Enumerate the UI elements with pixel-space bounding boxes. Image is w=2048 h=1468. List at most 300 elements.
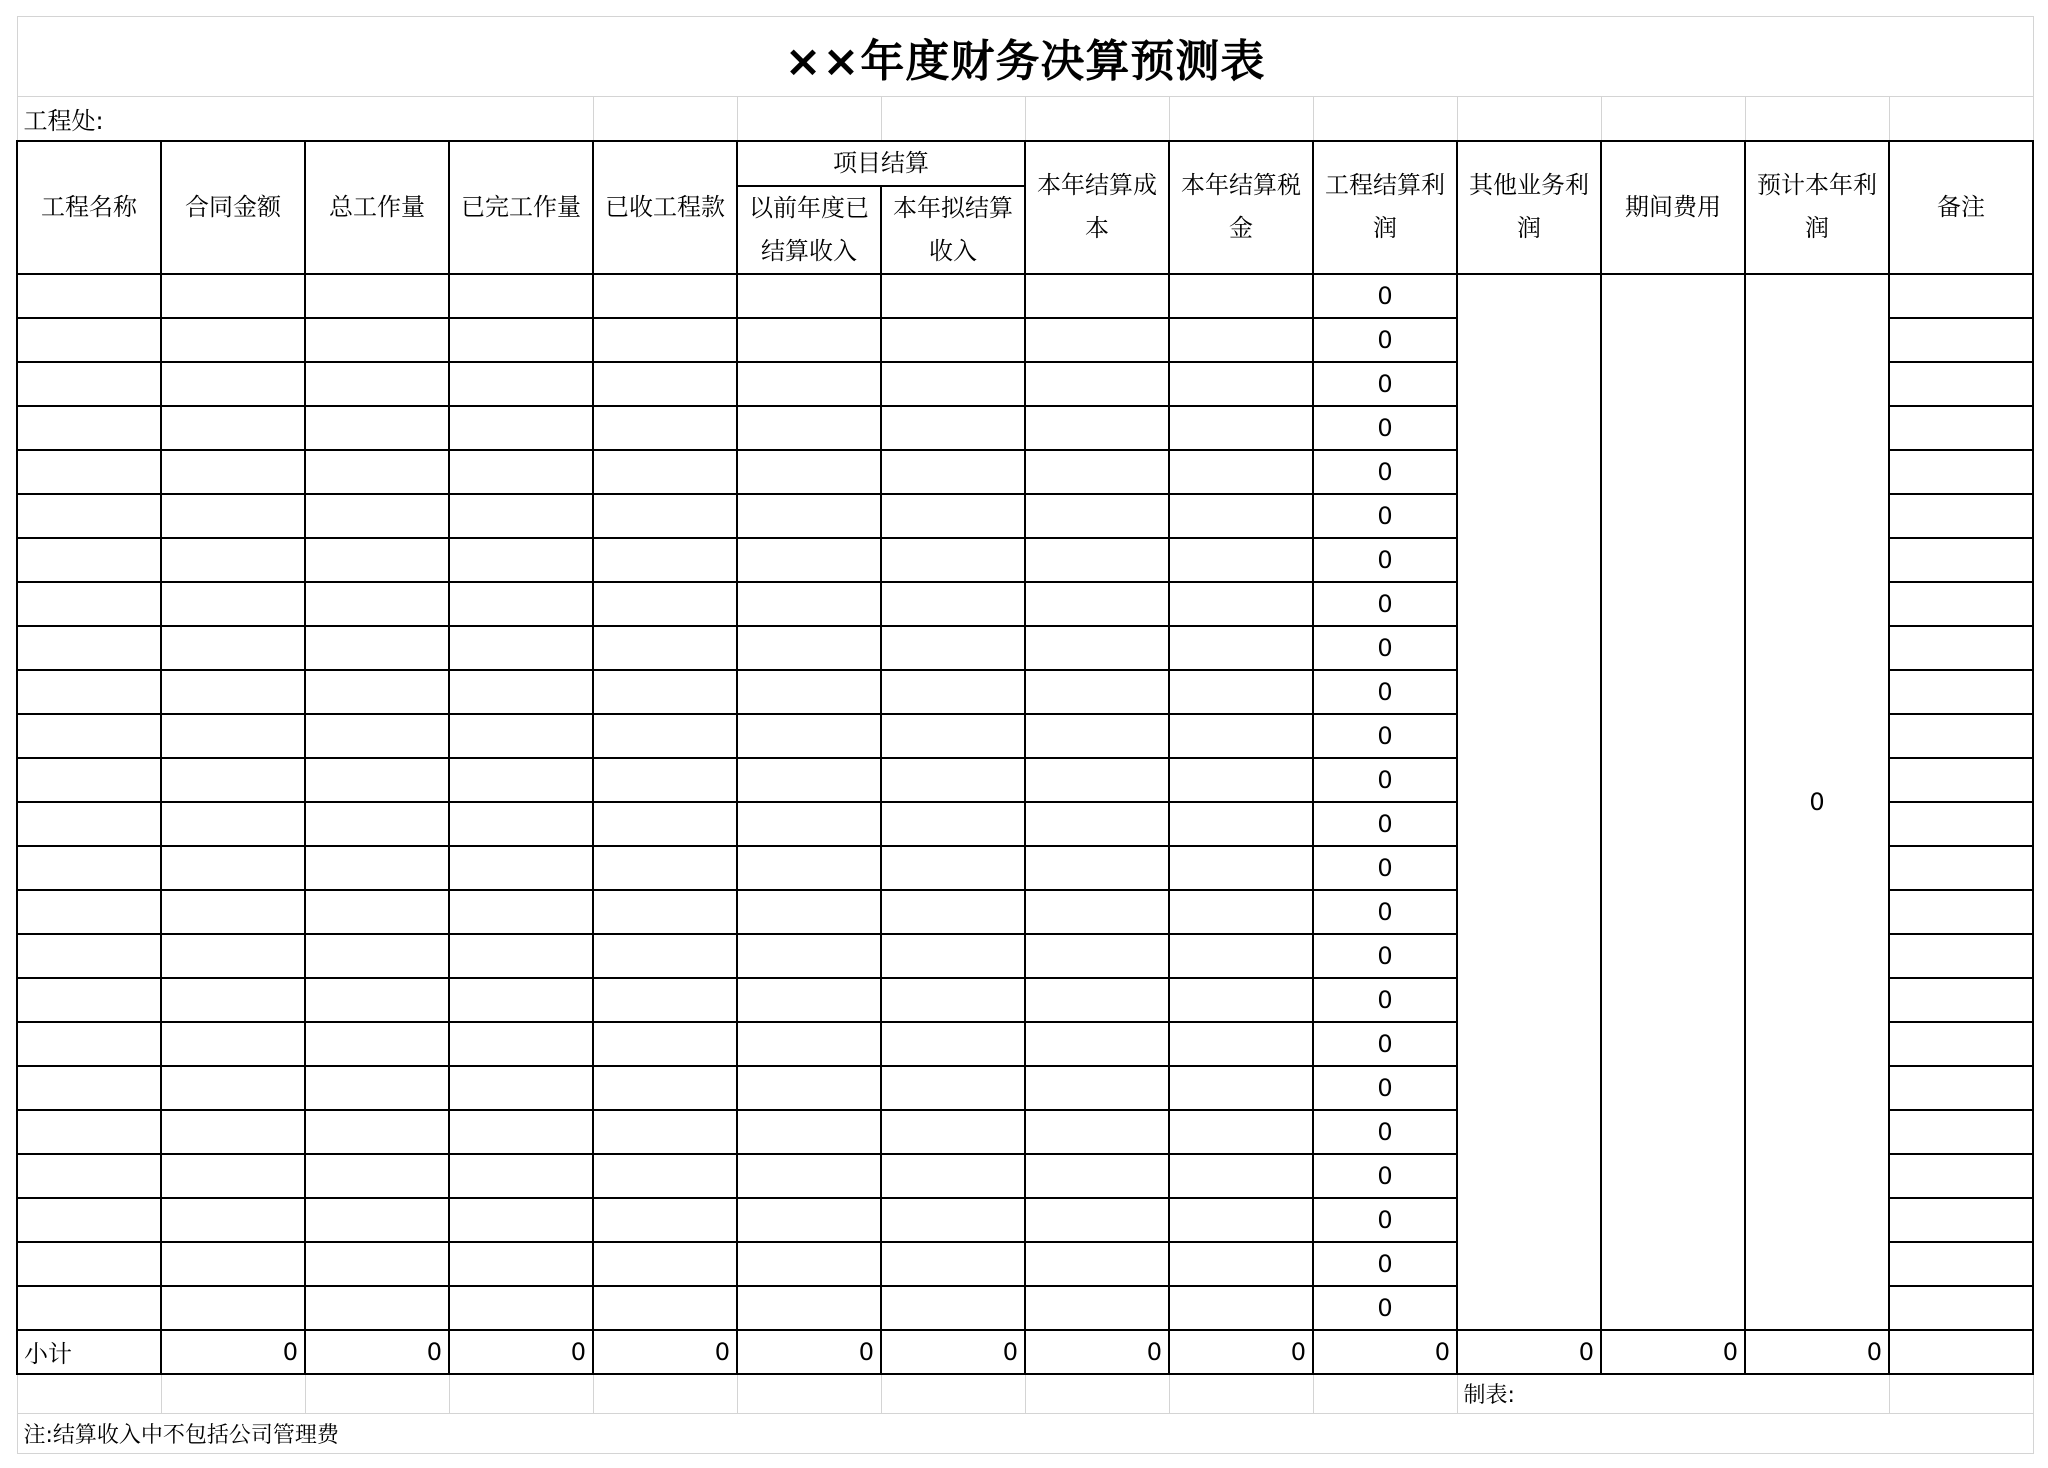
data-cell[interactable]	[17, 582, 161, 626]
data-cell[interactable]	[305, 1066, 449, 1110]
estimated-profit-cell[interactable]: 0	[1745, 274, 1889, 1330]
data-cell[interactable]	[161, 274, 305, 318]
data-cell[interactable]	[161, 670, 305, 714]
data-cell[interactable]	[881, 450, 1025, 494]
grid-cell[interactable]	[17, 1374, 161, 1414]
data-cell[interactable]	[17, 934, 161, 978]
data-cell[interactable]	[881, 538, 1025, 582]
data-cell[interactable]	[1025, 1286, 1169, 1330]
data-cell[interactable]	[593, 450, 737, 494]
data-cell[interactable]	[1025, 362, 1169, 406]
data-cell[interactable]	[881, 274, 1025, 318]
data-cell[interactable]	[305, 362, 449, 406]
data-cell[interactable]	[161, 934, 305, 978]
data-cell[interactable]	[449, 406, 593, 450]
settlement-profit-cell[interactable]: 0	[1313, 890, 1457, 934]
grid-cell[interactable]	[1025, 1374, 1169, 1414]
settlement-profit-cell[interactable]: 0	[1313, 802, 1457, 846]
grid-cell[interactable]	[1601, 97, 1745, 141]
data-cell[interactable]	[1169, 626, 1313, 670]
remarks-cell[interactable]	[1889, 934, 2033, 978]
data-cell[interactable]	[161, 1286, 305, 1330]
data-cell[interactable]	[1025, 978, 1169, 1022]
data-cell[interactable]	[737, 1154, 881, 1198]
data-cell[interactable]	[1169, 538, 1313, 582]
data-cell[interactable]	[1169, 978, 1313, 1022]
data-cell[interactable]	[449, 1066, 593, 1110]
data-cell[interactable]	[737, 758, 881, 802]
data-cell[interactable]	[449, 274, 593, 318]
data-cell[interactable]	[1169, 1242, 1313, 1286]
grid-cell[interactable]	[881, 97, 1025, 141]
data-cell[interactable]	[593, 1066, 737, 1110]
data-cell[interactable]	[593, 626, 737, 670]
settlement-profit-cell[interactable]: 0	[1313, 1154, 1457, 1198]
data-cell[interactable]	[17, 1154, 161, 1198]
data-cell[interactable]	[737, 626, 881, 670]
data-cell[interactable]	[881, 406, 1025, 450]
data-cell[interactable]	[1169, 1110, 1313, 1154]
data-cell[interactable]	[737, 802, 881, 846]
data-cell[interactable]	[737, 274, 881, 318]
remarks-cell[interactable]	[1889, 274, 2033, 318]
settlement-profit-cell[interactable]: 0	[1313, 582, 1457, 626]
data-cell[interactable]	[881, 714, 1025, 758]
data-cell[interactable]	[593, 978, 737, 1022]
grid-cell[interactable]	[1745, 97, 1889, 141]
data-cell[interactable]	[17, 362, 161, 406]
grid-cell[interactable]	[1169, 97, 1313, 141]
data-cell[interactable]	[305, 274, 449, 318]
data-cell[interactable]	[737, 1022, 881, 1066]
data-cell[interactable]	[305, 1286, 449, 1330]
data-cell[interactable]	[737, 362, 881, 406]
data-cell[interactable]	[593, 582, 737, 626]
data-cell[interactable]	[17, 626, 161, 670]
settlement-profit-cell[interactable]: 0	[1313, 450, 1457, 494]
data-cell[interactable]	[881, 1066, 1025, 1110]
data-cell[interactable]	[593, 362, 737, 406]
data-cell[interactable]	[17, 846, 161, 890]
data-cell[interactable]	[737, 450, 881, 494]
settlement-profit-cell[interactable]: 0	[1313, 318, 1457, 362]
data-cell[interactable]	[737, 846, 881, 890]
settlement-profit-cell[interactable]: 0	[1313, 934, 1457, 978]
data-cell[interactable]	[737, 582, 881, 626]
settlement-profit-cell[interactable]: 0	[1313, 1286, 1457, 1330]
remarks-cell[interactable]	[1889, 1286, 2033, 1330]
data-cell[interactable]	[17, 1286, 161, 1330]
remarks-cell[interactable]	[1889, 714, 2033, 758]
data-cell[interactable]	[1169, 274, 1313, 318]
data-cell[interactable]	[881, 802, 1025, 846]
data-cell[interactable]	[449, 626, 593, 670]
data-cell[interactable]	[449, 362, 593, 406]
data-cell[interactable]	[305, 450, 449, 494]
data-cell[interactable]	[305, 1110, 449, 1154]
data-cell[interactable]	[161, 626, 305, 670]
data-cell[interactable]	[737, 934, 881, 978]
data-cell[interactable]	[449, 494, 593, 538]
data-cell[interactable]	[1025, 1198, 1169, 1242]
table-row	[17, 274, 2033, 318]
settlement-profit-cell[interactable]: 0	[1313, 978, 1457, 1022]
data-cell[interactable]	[449, 450, 593, 494]
data-cell[interactable]	[305, 670, 449, 714]
data-cell[interactable]	[305, 846, 449, 890]
data-cell[interactable]	[305, 1022, 449, 1066]
subtotal-value: 0	[1169, 1330, 1313, 1374]
data-cell[interactable]	[1169, 714, 1313, 758]
data-cell[interactable]	[593, 318, 737, 362]
data-cell[interactable]	[1025, 846, 1169, 890]
data-cell[interactable]	[881, 1286, 1025, 1330]
data-cell[interactable]	[161, 538, 305, 582]
data-cell[interactable]	[305, 538, 449, 582]
data-cell[interactable]	[17, 450, 161, 494]
data-cell[interactable]	[305, 494, 449, 538]
data-cell[interactable]	[737, 318, 881, 362]
data-cell[interactable]	[881, 846, 1025, 890]
data-cell[interactable]	[881, 362, 1025, 406]
settlement-profit-cell[interactable]: 0	[1313, 670, 1457, 714]
data-cell[interactable]	[1025, 1022, 1169, 1066]
data-cell[interactable]	[881, 1198, 1025, 1242]
remarks-cell[interactable]	[1889, 1198, 2033, 1242]
data-cell[interactable]	[1025, 494, 1169, 538]
data-cell[interactable]	[1025, 1066, 1169, 1110]
data-cell[interactable]	[449, 1286, 593, 1330]
data-cell[interactable]	[593, 1242, 737, 1286]
data-cell[interactable]	[161, 1242, 305, 1286]
data-cell[interactable]	[17, 1022, 161, 1066]
settlement-profit-cell[interactable]: 0	[1313, 626, 1457, 670]
subtotal-value: 0	[1313, 1330, 1457, 1374]
forecast-sheet	[16, 16, 2034, 1454]
data-cell[interactable]	[161, 450, 305, 494]
grid-cell[interactable]	[1889, 1374, 2033, 1414]
settlement-profit-cell[interactable]: 0	[1313, 406, 1457, 450]
data-cell[interactable]	[1169, 802, 1313, 846]
data-cell[interactable]	[161, 1198, 305, 1242]
data-cell[interactable]	[1169, 450, 1313, 494]
settlement-profit-cell[interactable]: 0	[1313, 1022, 1457, 1066]
data-cell[interactable]	[593, 670, 737, 714]
data-cell[interactable]	[593, 846, 737, 890]
data-cell[interactable]	[737, 890, 881, 934]
data-cell[interactable]	[17, 538, 161, 582]
data-cell[interactable]	[1025, 714, 1169, 758]
data-cell[interactable]	[881, 1022, 1025, 1066]
remarks-cell[interactable]	[1889, 1110, 2033, 1154]
data-cell[interactable]	[1025, 1242, 1169, 1286]
settlement-profit-cell[interactable]: 0	[1313, 758, 1457, 802]
data-cell[interactable]	[161, 1066, 305, 1110]
data-cell[interactable]	[881, 890, 1025, 934]
data-cell[interactable]	[449, 846, 593, 890]
settlement-profit-cell[interactable]: 0	[1313, 274, 1457, 318]
data-cell[interactable]	[737, 538, 881, 582]
data-cell[interactable]	[17, 714, 161, 758]
data-cell[interactable]	[1169, 494, 1313, 538]
remarks-cell[interactable]	[1889, 670, 2033, 714]
subtotal-remarks-cell[interactable]	[1889, 1330, 2033, 1374]
data-cell[interactable]	[737, 1242, 881, 1286]
data-cell[interactable]	[161, 582, 305, 626]
data-cell[interactable]	[1025, 670, 1169, 714]
data-cell[interactable]	[305, 802, 449, 846]
data-cell[interactable]	[881, 1154, 1025, 1198]
data-cell[interactable]	[737, 1110, 881, 1154]
data-cell[interactable]	[1169, 758, 1313, 802]
data-cell[interactable]	[737, 978, 881, 1022]
remarks-cell[interactable]	[1889, 1154, 2033, 1198]
data-cell[interactable]	[449, 1110, 593, 1154]
data-cell[interactable]	[305, 626, 449, 670]
data-cell[interactable]	[449, 1022, 593, 1066]
grid-cell[interactable]	[305, 1374, 449, 1414]
data-cell[interactable]	[449, 670, 593, 714]
data-cell[interactable]	[593, 538, 737, 582]
data-cell[interactable]	[1169, 670, 1313, 714]
data-cell[interactable]	[305, 978, 449, 1022]
data-cell[interactable]	[161, 362, 305, 406]
data-cell[interactable]	[305, 318, 449, 362]
data-cell[interactable]	[593, 714, 737, 758]
remarks-cell[interactable]	[1889, 362, 2033, 406]
data-cell[interactable]	[305, 714, 449, 758]
data-cell[interactable]	[1169, 890, 1313, 934]
remarks-cell[interactable]	[1889, 582, 2033, 626]
data-cell[interactable]	[161, 1154, 305, 1198]
data-cell[interactable]	[881, 978, 1025, 1022]
settlement-profit-cell[interactable]: 0	[1313, 1066, 1457, 1110]
data-cell[interactable]	[305, 934, 449, 978]
data-cell[interactable]	[449, 538, 593, 582]
data-cell[interactable]	[449, 978, 593, 1022]
data-cell[interactable]	[1025, 1110, 1169, 1154]
data-cell[interactable]	[161, 802, 305, 846]
data-cell[interactable]	[1025, 890, 1169, 934]
data-cell[interactable]	[17, 1198, 161, 1242]
data-cell[interactable]	[593, 890, 737, 934]
data-cell[interactable]	[881, 494, 1025, 538]
data-cell[interactable]	[161, 494, 305, 538]
remarks-cell[interactable]	[1889, 802, 2033, 846]
data-cell[interactable]	[881, 1110, 1025, 1154]
header-project-name: 工程名称	[17, 141, 161, 274]
data-cell[interactable]	[17, 318, 161, 362]
data-cell[interactable]	[1025, 1154, 1169, 1198]
data-cell[interactable]	[449, 802, 593, 846]
data-cell[interactable]	[305, 1198, 449, 1242]
data-cell[interactable]	[1025, 274, 1169, 318]
period-expenses-cell[interactable]	[1601, 274, 1745, 1330]
data-cell[interactable]	[593, 406, 737, 450]
settlement-profit-cell[interactable]: 0	[1313, 494, 1457, 538]
data-cell[interactable]	[1025, 626, 1169, 670]
data-cell[interactable]	[449, 890, 593, 934]
data-cell[interactable]	[593, 1154, 737, 1198]
data-cell[interactable]	[1169, 362, 1313, 406]
remarks-cell[interactable]	[1889, 406, 2033, 450]
data-cell[interactable]	[17, 494, 161, 538]
data-cell[interactable]	[737, 494, 881, 538]
data-cell[interactable]	[881, 582, 1025, 626]
grid-cell[interactable]	[1313, 97, 1457, 141]
data-cell[interactable]	[593, 494, 737, 538]
data-cell[interactable]	[17, 406, 161, 450]
grid-cell[interactable]	[1169, 1374, 1313, 1414]
data-cell[interactable]	[449, 1198, 593, 1242]
data-cell[interactable]	[881, 670, 1025, 714]
data-cell[interactable]	[161, 1110, 305, 1154]
data-cell[interactable]	[17, 758, 161, 802]
settlement-profit-cell[interactable]: 0	[1313, 714, 1457, 758]
remarks-cell[interactable]	[1889, 450, 2033, 494]
data-cell[interactable]	[161, 318, 305, 362]
data-cell[interactable]	[449, 1154, 593, 1198]
grid-cell[interactable]	[161, 1374, 305, 1414]
data-cell[interactable]	[593, 1198, 737, 1242]
header-completed-workload: 已完工作量	[449, 141, 593, 274]
data-cell[interactable]	[161, 846, 305, 890]
grid-cell[interactable]	[593, 1374, 737, 1414]
data-cell[interactable]	[1169, 582, 1313, 626]
remarks-cell[interactable]	[1889, 1022, 2033, 1066]
data-cell[interactable]	[17, 1110, 161, 1154]
data-cell[interactable]	[593, 758, 737, 802]
data-cell[interactable]	[593, 274, 737, 318]
grid-cell[interactable]	[593, 97, 737, 141]
data-cell[interactable]	[17, 274, 161, 318]
other-business-profit-cell[interactable]	[1457, 274, 1601, 1330]
data-cell[interactable]	[305, 758, 449, 802]
data-cell[interactable]	[161, 714, 305, 758]
data-cell[interactable]	[737, 1066, 881, 1110]
remarks-cell[interactable]	[1889, 846, 2033, 890]
remarks-cell[interactable]	[1889, 978, 2033, 1022]
data-cell[interactable]	[1169, 1022, 1313, 1066]
data-cell[interactable]	[1025, 538, 1169, 582]
data-cell[interactable]	[1025, 582, 1169, 626]
data-cell[interactable]	[1025, 934, 1169, 978]
remarks-cell[interactable]	[1889, 1242, 2033, 1286]
settlement-profit-cell[interactable]: 0	[1313, 538, 1457, 582]
grid-cell[interactable]	[1313, 1374, 1457, 1414]
data-cell[interactable]	[881, 934, 1025, 978]
data-cell[interactable]	[449, 758, 593, 802]
data-cell[interactable]	[305, 890, 449, 934]
data-cell[interactable]	[161, 890, 305, 934]
data-cell[interactable]	[1169, 1154, 1313, 1198]
data-cell[interactable]	[17, 1242, 161, 1286]
grid-cell[interactable]	[449, 1374, 593, 1414]
data-cell[interactable]	[17, 1066, 161, 1110]
data-cell[interactable]	[305, 582, 449, 626]
remarks-cell[interactable]	[1889, 890, 2033, 934]
data-cell[interactable]	[1169, 1198, 1313, 1242]
grid-cell[interactable]	[737, 1374, 881, 1414]
subtotal-value: 0	[593, 1330, 737, 1374]
data-cell[interactable]	[881, 758, 1025, 802]
data-cell[interactable]	[161, 406, 305, 450]
data-cell[interactable]	[17, 670, 161, 714]
data-cell[interactable]	[737, 406, 881, 450]
data-cell[interactable]	[881, 1242, 1025, 1286]
data-cell[interactable]	[737, 1198, 881, 1242]
settlement-profit-cell[interactable]: 0	[1313, 846, 1457, 890]
grid-cell[interactable]	[1025, 97, 1169, 141]
data-cell[interactable]	[449, 1242, 593, 1286]
data-cell[interactable]	[1025, 318, 1169, 362]
data-cell[interactable]	[305, 406, 449, 450]
settlement-profit-cell[interactable]: 0	[1313, 1242, 1457, 1286]
header-other-business-profit: 其他业务利润	[1457, 141, 1601, 274]
data-cell[interactable]	[593, 1022, 737, 1066]
data-cell[interactable]	[161, 978, 305, 1022]
subtotal-row	[17, 1330, 2033, 1374]
data-cell[interactable]	[1025, 450, 1169, 494]
data-cell[interactable]	[1025, 406, 1169, 450]
remarks-cell[interactable]	[1889, 318, 2033, 362]
data-cell[interactable]	[1025, 802, 1169, 846]
remarks-cell[interactable]	[1889, 538, 2033, 582]
data-cell[interactable]	[881, 626, 1025, 670]
data-cell[interactable]	[1025, 758, 1169, 802]
settlement-profit-cell[interactable]: 0	[1313, 1198, 1457, 1242]
data-cell[interactable]	[161, 1022, 305, 1066]
data-cell[interactable]	[449, 582, 593, 626]
grid-cell[interactable]	[1457, 97, 1601, 141]
remarks-cell[interactable]	[1889, 494, 2033, 538]
data-cell[interactable]	[305, 1154, 449, 1198]
data-cell[interactable]	[1169, 406, 1313, 450]
data-cell[interactable]	[17, 890, 161, 934]
data-cell[interactable]	[881, 318, 1025, 362]
remarks-cell[interactable]	[1889, 626, 2033, 670]
subtotal-value: 0	[1457, 1330, 1601, 1374]
data-cell[interactable]	[17, 802, 161, 846]
data-cell[interactable]	[593, 1286, 737, 1330]
data-cell[interactable]	[593, 802, 737, 846]
data-cell[interactable]	[593, 934, 737, 978]
data-cell[interactable]	[1169, 846, 1313, 890]
subtotal-value: 0	[1745, 1330, 1889, 1374]
data-cell[interactable]	[737, 670, 881, 714]
grid-cell[interactable]	[881, 1374, 1025, 1414]
data-cell[interactable]	[737, 714, 881, 758]
data-cell[interactable]	[305, 1242, 449, 1286]
data-cell[interactable]	[1169, 934, 1313, 978]
data-cell[interactable]	[449, 934, 593, 978]
data-cell[interactable]	[449, 714, 593, 758]
data-cell[interactable]	[449, 318, 593, 362]
data-cell[interactable]	[17, 978, 161, 1022]
data-cell[interactable]	[1169, 318, 1313, 362]
grid-cell[interactable]	[1889, 97, 2033, 141]
data-cell[interactable]	[593, 1110, 737, 1154]
settlement-profit-cell[interactable]: 0	[1313, 362, 1457, 406]
grid-cell[interactable]	[737, 97, 881, 141]
data-cell[interactable]	[1169, 1286, 1313, 1330]
remarks-cell[interactable]	[1889, 758, 2033, 802]
remarks-cell[interactable]	[1889, 1066, 2033, 1110]
data-cell[interactable]	[737, 1286, 881, 1330]
data-cell[interactable]	[1169, 1066, 1313, 1110]
settlement-profit-cell[interactable]: 0	[1313, 1110, 1457, 1154]
data-cell[interactable]	[161, 758, 305, 802]
